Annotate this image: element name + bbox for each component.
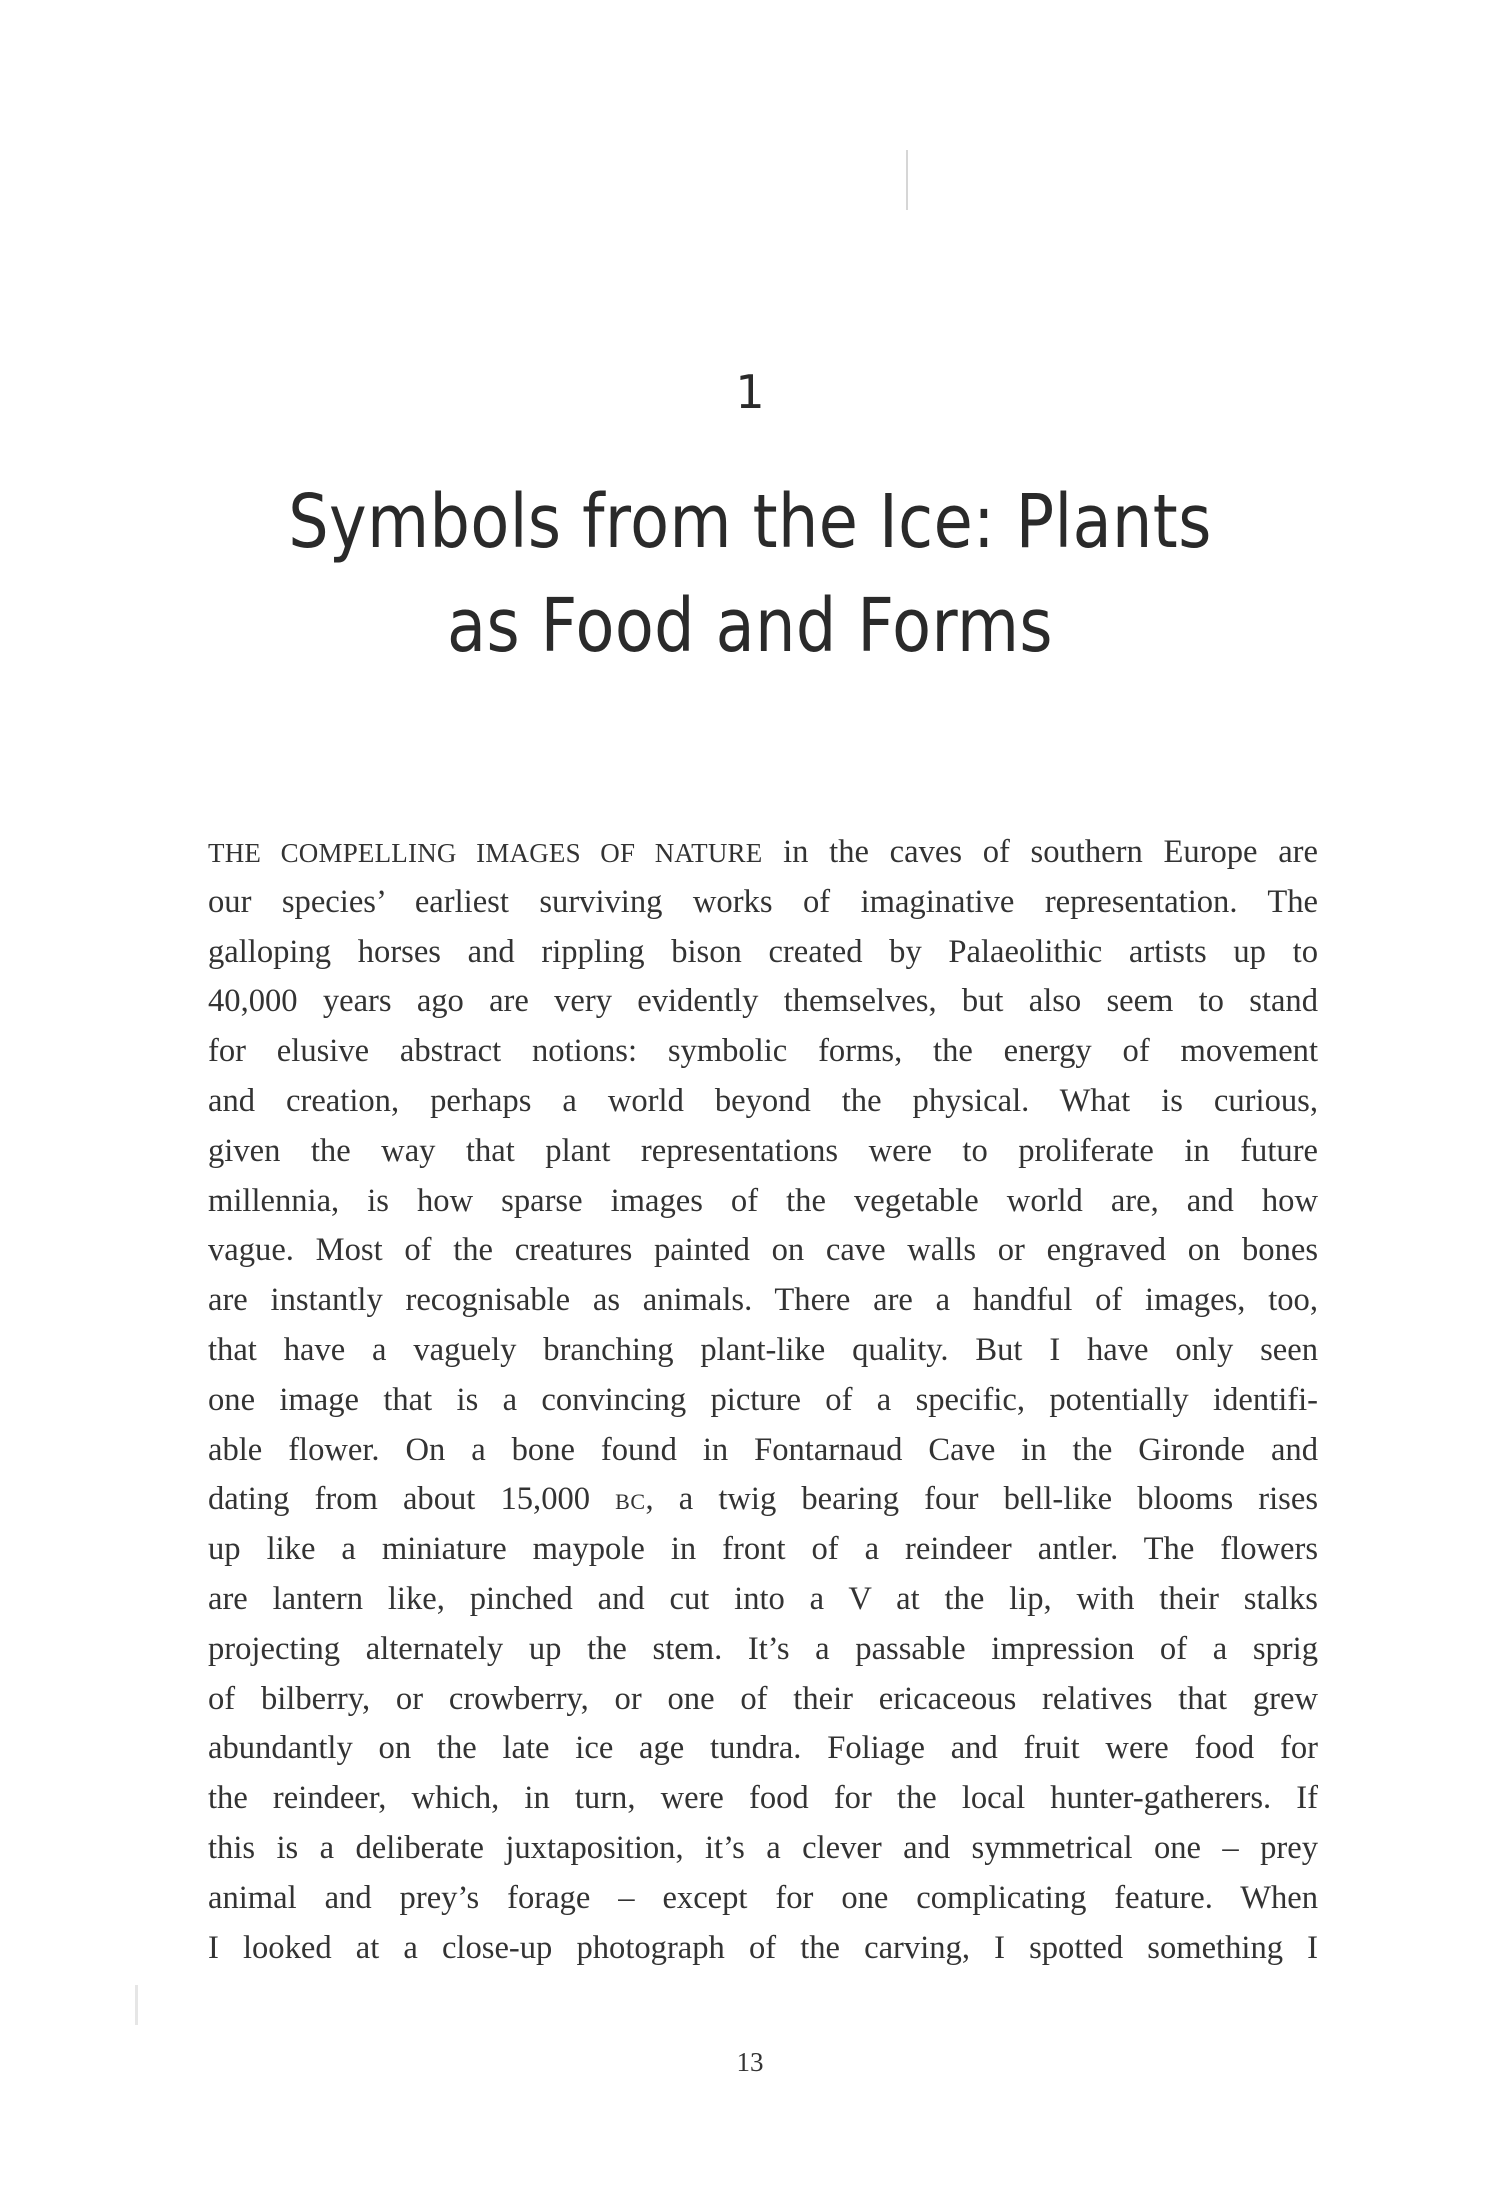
scan-mark-top bbox=[906, 150, 908, 210]
body-line-9: vague. Most of the creatures painted on cave walls or engraved on bones bbox=[208, 1232, 1318, 1269]
body-line-8: millennia, is how sparse images of the vegetable world are, and how bbox=[208, 1182, 1318, 1219]
body-line-15: up like a miniature maypole in front of a reindeer antler. The flowers bbox=[208, 1531, 1318, 1568]
body-line-20: the reindeer, which, in turn, were food for the local hunter-gatherers. If bbox=[208, 1780, 1318, 1817]
body-line-17: projecting alternately up the stem. It’s a passable impression of a sprig bbox=[208, 1630, 1318, 1667]
body-line-4: 40,000 years ago are very evidently themselves, but also seem to stand bbox=[208, 983, 1318, 1020]
body-line-2: our species’ earliest surviving works of imaginative representation. The bbox=[208, 883, 1318, 920]
body-line-19: abundantly on the late ice age tundra. Foliage and fruit were food for bbox=[208, 1730, 1318, 1767]
body-line-6: and creation, perhaps a world beyond the physical. What is curious, bbox=[208, 1082, 1318, 1119]
body-line-5: for elusive abstract notions: symbolic forms, the energy of movement bbox=[208, 1033, 1318, 1070]
chapter-title bbox=[105, 470, 1395, 678]
body-line-12: one image that is a convincing picture of a specific, potentially identifi- bbox=[208, 1381, 1318, 1418]
lead-in-caps: THE COMPELLING IMAGES OF NATURE bbox=[208, 838, 763, 868]
chapter-title-line-1: Symbols from the Ice: Plants bbox=[288, 479, 1212, 565]
chapter-title-line-2: as Food and Forms bbox=[447, 583, 1053, 669]
body-line-1 bbox=[208, 828, 1318, 878]
body-line-11: that have a vaguely branching plant-like quality. But I have only seen bbox=[208, 1331, 1318, 1368]
body-line-18: of bilberry, or crowberry, or one of their ericaceous relatives that grew bbox=[208, 1680, 1318, 1717]
body-line-22: animal and prey’s forage – except for one complicating feature. When bbox=[208, 1879, 1318, 1916]
body-line-21: this is a deliberate juxtaposition, it’s a clever and symmetrical one – prey bbox=[208, 1829, 1318, 1866]
chapter-number: 1 bbox=[735, 365, 765, 419]
body-line-14 bbox=[208, 1475, 1318, 1525]
body-line-14-start: dating from about 15,000 bbox=[208, 1481, 616, 1518]
body-line-3: galloping horses and rippling bison created by Palaeolithic artists up to bbox=[208, 933, 1318, 970]
body-line-16: are lantern like, pinched and cut into a V at the lip, with their stalks bbox=[208, 1580, 1318, 1617]
body-paragraph bbox=[208, 828, 1318, 1973]
body-line-14-end: , a twig bearing four bell-like blooms rises bbox=[645, 1481, 1318, 1518]
body-line-10: are instantly recognisable as animals. There are a handful of images, too, bbox=[208, 1282, 1318, 1319]
scan-mark-left bbox=[135, 1985, 138, 2025]
body-line-1-text: in the caves of southern Europe are bbox=[762, 834, 1318, 870]
page-number: 13 bbox=[736, 2047, 764, 2077]
body-line-7: given the way that plant representations were to proliferate in future bbox=[208, 1132, 1318, 1169]
body-line-23: I looked at a close-up photograph of the carving, I spotted something I bbox=[208, 1929, 1318, 1966]
body-line-13: able flower. On a bone found in Fontarnaud Cave in the Gironde and bbox=[208, 1431, 1318, 1468]
era-abbreviation: BC bbox=[615, 1489, 646, 1515]
